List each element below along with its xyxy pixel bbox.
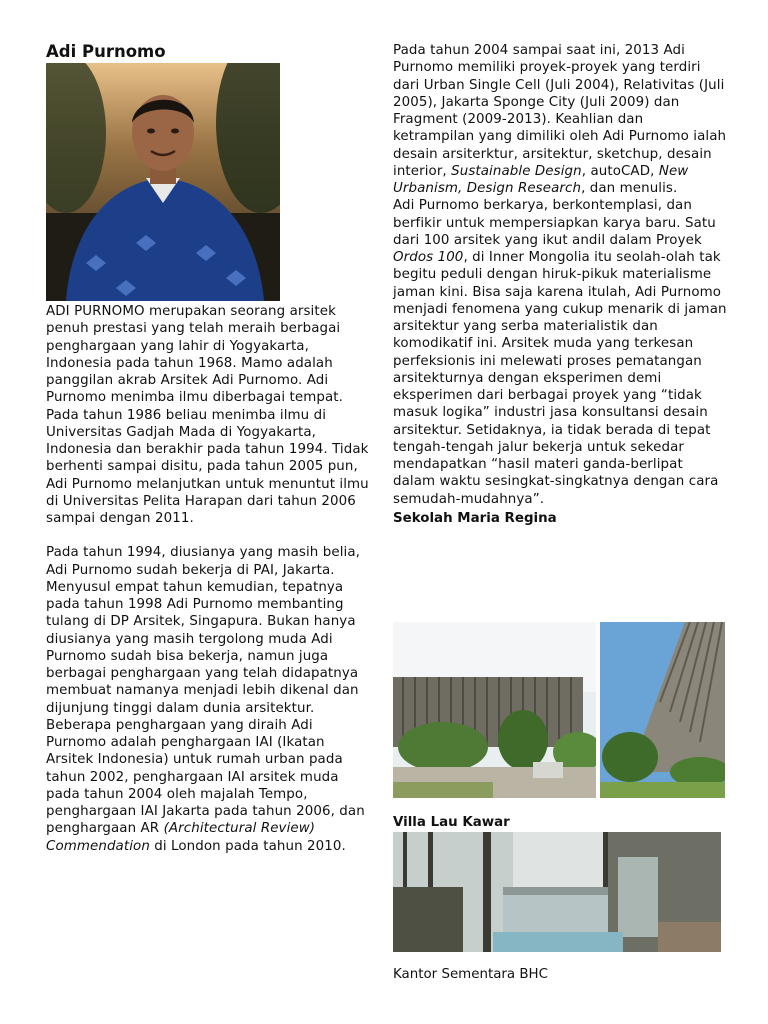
career-paragraph — [46, 544, 376, 855]
projects-text-mid: , autoCAD, — [581, 163, 659, 179]
projects-text-end: , dan menulis. — [581, 181, 678, 196]
projects-paragraph — [393, 42, 728, 197]
page-title: Adi Purnomo — [46, 42, 166, 61]
career-text-end: di London pada tahun 2010. — [149, 838, 346, 854]
philosophy-text: Adi Purnomo berkarya, berkontemplasi, dan berfikir untuk mempersiapkan karya baru. Satu dari 100 arsitek yang ikut andil dalam Proyek — [393, 198, 716, 248]
right-column — [393, 42, 728, 527]
philosophy-paragraph — [393, 197, 728, 508]
school-building-photo — [393, 622, 596, 798]
school-facade-photo — [600, 622, 725, 798]
villa-photo — [393, 832, 721, 952]
photo-caption: Kantor Sementara BHC — [393, 967, 548, 983]
section-heading-villa-lau-kawar: Villa Lau Kawar — [393, 815, 510, 830]
projects-text: Pada tahun 2004 sampai saat ini, 2013 Adi Purnomo memiliki proyek-proyek yang terdiri dari Urban Single Cell (Juli 2004), Relativitas (Juli 2005), Jakarta Sponge City (Juli 2009) dan Fragment (2009-2013). Keahlian dan ketrampilan yang dimiliki oleh Adi Purnomo ialah desain arsiterktur, arsitektur, sketchup, desain interior, — [393, 43, 727, 179]
philosophy-text-end: , di Inner Mongolia itu seolah-olah tak begitu peduli dengan hiruk-pikuk materialisme jaman kini. Bisa saja karena itulah, Adi Purnomo menjadi fenomena yang cukup menarik di jaman arsitektur yang serba materialistik dan komodikatif ini. Arsitek muda yang terkesan perfeksionis ini melewati proses pematangan arsitekturnya dengan eksperimen demi eksperimen dari berbagai proyek yang “tidak masuk logika” industri jasa konsultansi desain arsitektur. Setidaknya, ia tidak berada di tepat tengah-tengah jalur bekerja untuk sekedar mendapatkan “hasil materi ganda-berlipat dalam waktu sesingkat-singkatnya dengan cara semudah-mudahnya”. — [393, 250, 727, 507]
project-ordos: Ordos 100 — [393, 250, 464, 265]
section-heading-maria-regina: Sekolah Maria Regina — [393, 510, 557, 526]
maria-regina-gallery — [393, 622, 725, 798]
skill-sustainable: Sustainable Design — [451, 163, 582, 179]
career-text: Pada tahun 1994, diusianya yang masih belia, Adi Purnomo sudah bekerja di PAI, Jakarta. Menyusul empat tahun kemudian, tepatnya pada tahun 1998 Adi Purnomo membanting tulang di DP Arsitek, Singapura. Bukan hanya diusianya yang masih tergolong muda Adi Purnomo sudah bisa bekerja, namun juga berbagai penghargaan yang telah didapatnya membuat namanya menjadi lebih dikenal dan dijunjung tinggi dalam dunia arsitektur. Beberapa penghargaan yang diraih Adi Purnomo adalah penghargaan IAI (Ikatan Arsitek Indonesia) untuk rumah urban pada tahun 2002, penghargaan IAI arsitek muda pada tahun 2004 oleh majalah Tempo, penghargaan IAI Jakarta pada tahun 2006, dan penghargaan AR — [46, 545, 365, 837]
portrait-photo — [46, 63, 280, 301]
bio-paragraph: ADI PURNOMO merupakan seorang arsitek penuh prestasi yang telah meraih berbagai penghargaan yang lahir di Yogyakarta, Indonesia pada tahun 1968. Mamo adalah panggilan akrab Arsitek Adi Purnomo. Adi Purnomo menimba ilmu diberbagai tempat. Pada tahun 1986 beliau menimba ilmu di Universitas Gadjah Mada di Yogyakarta, Indonesia dan berakhir pada tahun 1994. Tidak berhenti sampai disitu, pada tahun 2005 pun, Adi Purnomo melanjutkan untuk menuntut ilmu di Universitas Pelita Harapan dari tahun 2006 sampai dengan 2011. — [46, 304, 369, 526]
skill-urbanism: New Urbanism, Design Research — [393, 163, 689, 196]
award-name: (Architectural Review) Commendation — [46, 821, 316, 854]
left-column — [46, 42, 376, 855]
portrait-illustration — [46, 63, 280, 301]
